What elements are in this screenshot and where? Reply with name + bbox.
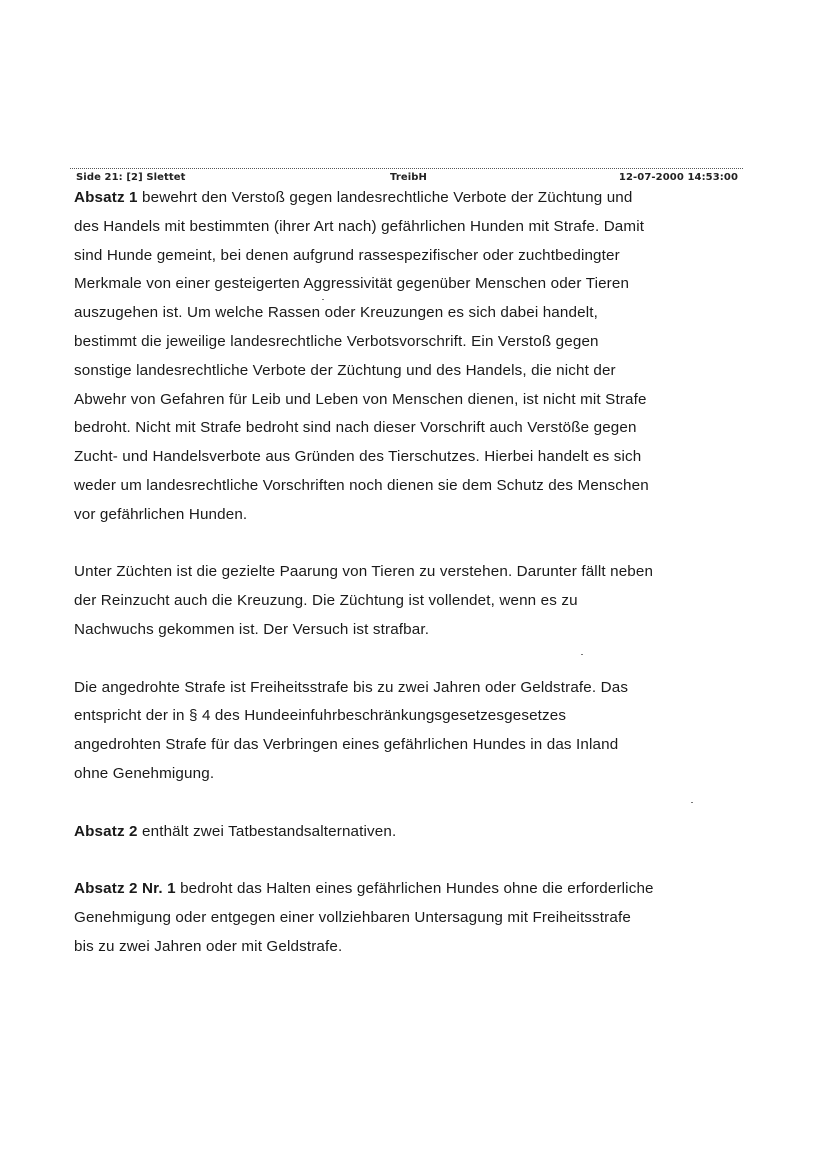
header-author: TreibH <box>390 172 427 183</box>
text-line <box>74 213 754 242</box>
line-text: sind Hunde gemeint, bei denen aufgrund rassespezifischer oder zuchtbedingter <box>74 246 620 264</box>
line-text: Abwehr von Gefahren für Leib und Leben von Menschen dienen, ist nicht mit Strafe <box>74 390 647 408</box>
line-text: Unter Züchten ist die gezielte Paarung von Tieren zu verstehen. Darunter fällt neben <box>74 563 654 581</box>
header-timestamp: 12-07-2000 14:53:00 <box>618 172 738 183</box>
line-text: bestimmt die jeweilige landesrechtliche Verbotsvorschrift. Ein Verstoß gegen <box>74 332 599 350</box>
text-line <box>74 242 754 271</box>
text-line <box>74 386 754 415</box>
paragraph <box>74 818 754 847</box>
line-text: Nachwuchs gekommen ist. Der Versuch ist strafbar. <box>74 620 430 638</box>
text-line <box>74 414 754 443</box>
text-line <box>74 616 754 645</box>
header-rule <box>70 168 743 169</box>
line-text: Die angedrohte Strafe ist Freiheitsstrafe bis zu zwei Jahren oder Geldstrafe. Das <box>74 678 629 696</box>
text-line <box>74 760 754 789</box>
text-line <box>74 587 754 616</box>
document-body <box>74 184 754 962</box>
text-line <box>74 702 754 731</box>
text-line <box>74 501 754 530</box>
line-text: enthält zwei Tatbestandsalternativen. <box>137 822 397 840</box>
text-line <box>74 328 754 357</box>
scan-speck <box>691 802 693 803</box>
line-text: ohne Genehmigung. <box>74 764 215 782</box>
scan-speck <box>322 299 324 300</box>
text-line <box>74 731 754 760</box>
line-text: Merkmale von einer gesteigerten Aggressivität gegenüber Menschen oder Tieren <box>74 275 630 293</box>
text-line <box>74 443 754 472</box>
text-line <box>74 818 754 847</box>
text-line <box>74 357 754 386</box>
bold-heading: Absatz 2 <box>74 822 138 840</box>
line-text: bedroht. Nicht mit Strafe bedroht sind nach dieser Vorschrift auch Verstöße gegen <box>74 419 637 437</box>
line-text: bedroht das Halten eines gefährlichen Hundes ohne die erforderliche <box>175 880 654 898</box>
text-line <box>74 270 754 299</box>
line-text: auszugehen ist. Um welche Rassen oder Kreuzungen es sich dabei handelt, <box>74 304 598 322</box>
text-line <box>74 299 754 328</box>
paragraph <box>74 184 754 530</box>
scan-speck <box>581 654 583 655</box>
line-text: sonstige landesrechtliche Verbote der Züchtung und des Handels, die nicht der <box>74 361 616 379</box>
line-text: Zucht- und Handelsverbote aus Gründen des Tierschutzes. Hierbei handelt es sich <box>74 448 642 466</box>
bold-heading: Absatz 2 Nr. 1 <box>74 880 176 898</box>
text-line <box>74 875 754 904</box>
paragraph <box>74 875 754 961</box>
line-text: Genehmigung oder entgegen einer vollziehbaren Untersagung mit Freiheitsstrafe <box>74 908 631 926</box>
line-text: bis zu zwei Jahren oder mit Geldstrafe. <box>74 937 343 955</box>
text-line <box>74 184 754 213</box>
header-page-info: Side 21: [2] Slettet <box>76 172 186 183</box>
line-text: entspricht der in § 4 des Hundeeinfuhrbeschränkungsgesetzesgesetzes <box>74 707 567 725</box>
text-line <box>74 674 754 703</box>
line-text: bewehrt den Verstoß gegen landesrechtliche Verbote der Züchtung und <box>137 189 633 206</box>
line-text: des Handels mit bestimmten (ihrer Art nach) gefährlichen Hunden mit Strafe. Damit <box>74 217 645 235</box>
text-line <box>74 933 754 962</box>
text-line <box>74 904 754 933</box>
text-line <box>74 472 754 501</box>
line-text: weder um landesrechtliche Vorschriften noch dienen sie dem Schutz des Menschen <box>74 476 649 494</box>
line-text: vor gefährlichen Hunden. <box>74 505 248 523</box>
bold-heading: Absatz 1 <box>74 189 138 206</box>
text-line <box>74 558 754 587</box>
paragraph <box>74 558 754 644</box>
paragraph <box>74 674 754 789</box>
line-text: der Reinzucht auch die Kreuzung. Die Züchtung ist vollendet, wenn es zu <box>74 592 578 610</box>
line-text: angedrohten Strafe für das Verbringen eines gefährlichen Hundes in das Inland <box>74 736 619 754</box>
